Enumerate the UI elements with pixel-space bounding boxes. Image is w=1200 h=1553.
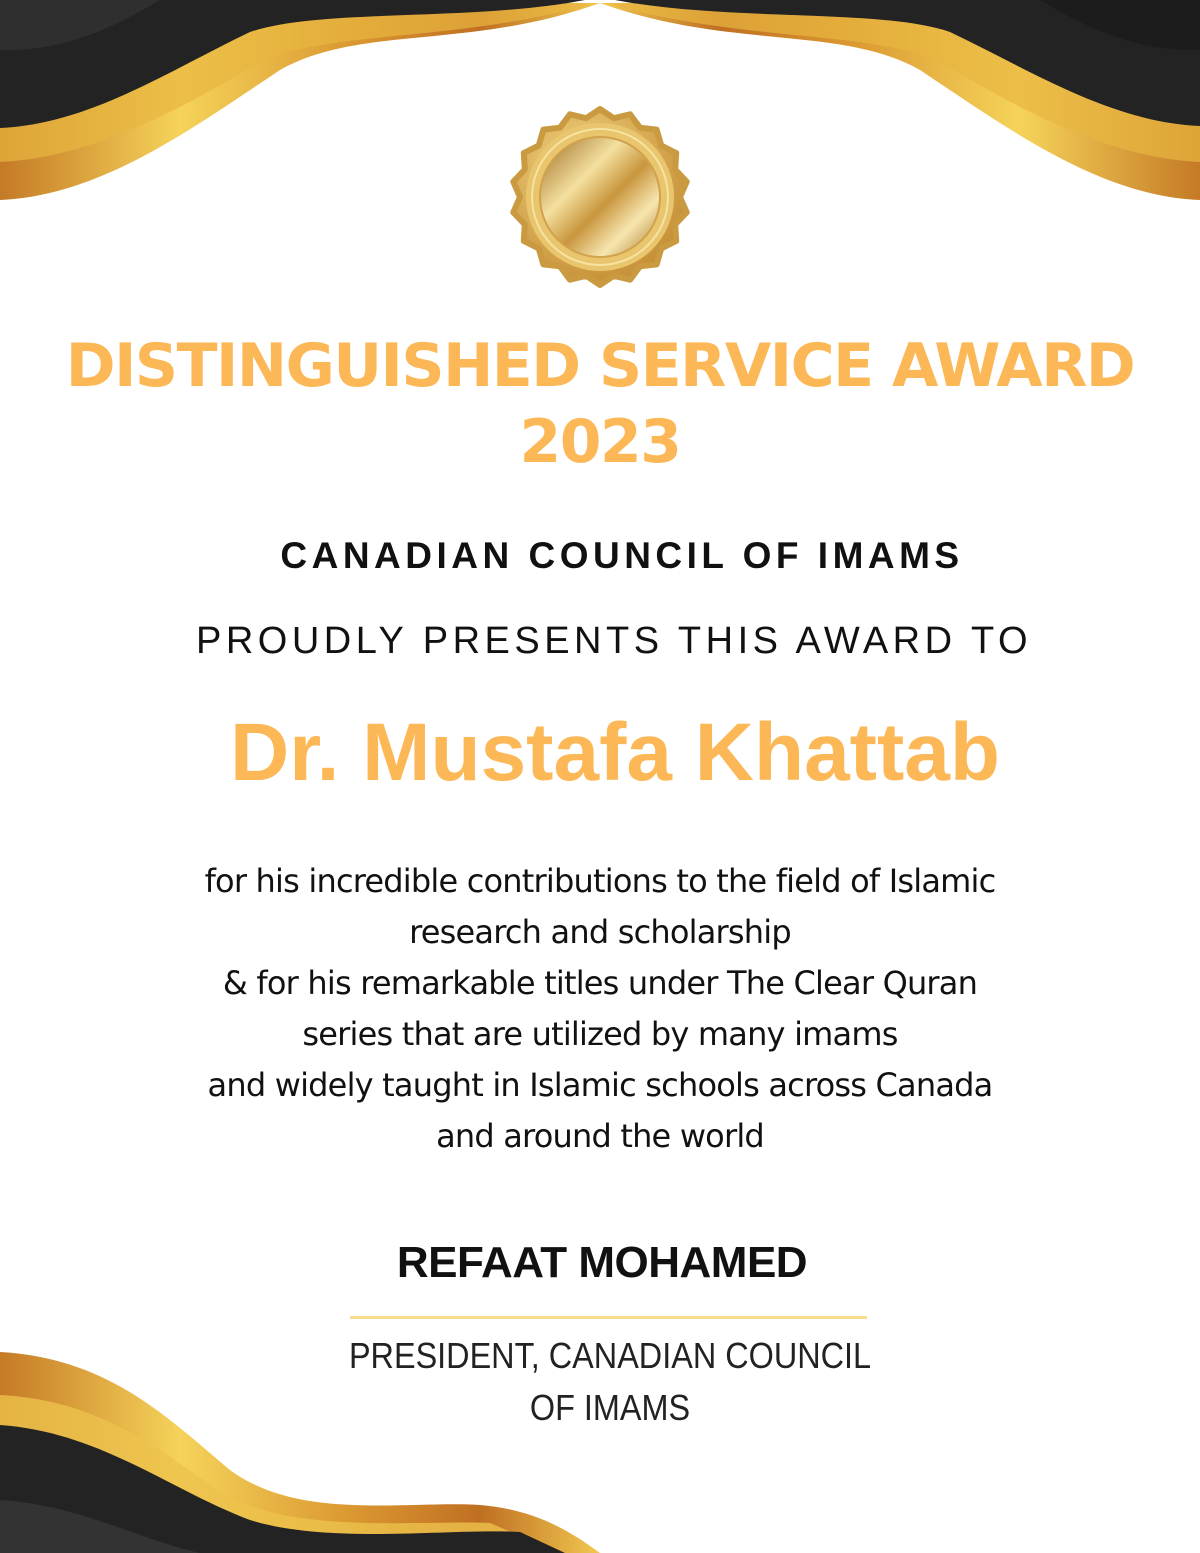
top-right-wave bbox=[600, 0, 1200, 200]
signer-name: REFAAT MOHAMED bbox=[396, 1238, 808, 1287]
award-title-line: DISTINGUISHED SERVICE AWARD bbox=[65, 331, 1135, 401]
organization-name: CANADIAN COUNCIL OF IMAMS bbox=[280, 535, 964, 576]
gold-seal-icon bbox=[513, 109, 686, 285]
award-year: 2023 bbox=[519, 407, 681, 477]
citation-line: for his incredible contributions to the field of Islamic bbox=[204, 862, 996, 900]
citation-line: series that are utilized by many imams bbox=[302, 1015, 898, 1053]
presents-text: PROUDLY PRESENTS THIS AWARD TO bbox=[195, 620, 1033, 662]
signer-title bbox=[70, 1330, 1150, 1434]
citation-line: research and scholarship bbox=[409, 913, 791, 951]
top-left-wave bbox=[0, 0, 600, 200]
citation-line: and around the world bbox=[436, 1117, 764, 1155]
citation-line: and widely taught in Islamic schools across Canada bbox=[207, 1066, 993, 1104]
signature-line bbox=[350, 1316, 867, 1319]
recipient-name: Dr. Mustafa Khattab bbox=[230, 707, 1000, 798]
signer-title-line: OF IMAMS bbox=[529, 1387, 691, 1428]
signer-title-line: PRESIDENT, CANADIAN COUNCIL bbox=[348, 1335, 872, 1376]
award-title bbox=[0, 328, 1200, 480]
citation-line: & for his remarkable titles under The Clear Quran bbox=[222, 964, 978, 1002]
citation bbox=[0, 856, 1200, 1162]
